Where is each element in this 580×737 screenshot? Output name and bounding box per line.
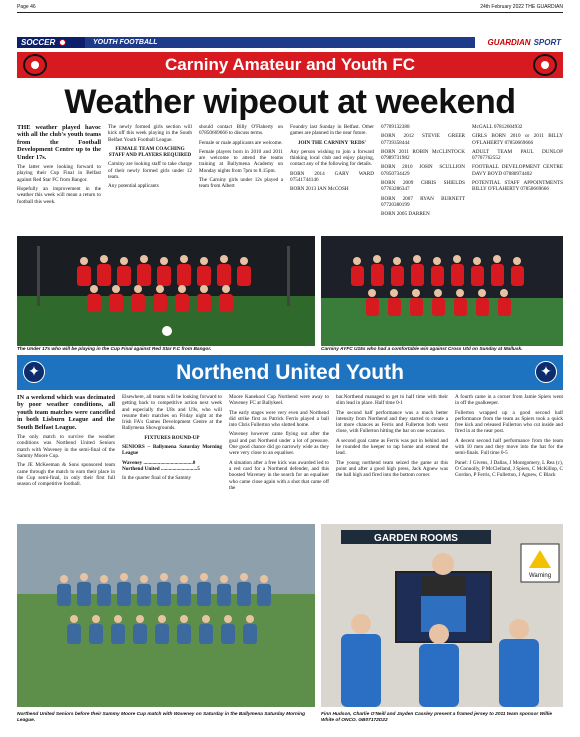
paragraph: Any person wishing to join a forward thinking local club and enjoy playing, contact any of the following for details.: [290, 148, 374, 168]
paragraph: Carniny are looking staff to take charge of their newly formed girls under 12 team.: [108, 161, 192, 181]
subheading: SENIORS – Ballymena Saturday Morning League: [122, 444, 222, 457]
paragraph: The young northend team seized the game at this point and after a good high press, Jack Agnew was the ball high and fired into the bottom corner.: [336, 459, 448, 479]
paragraph: In the quarter final of the Sammy: [122, 475, 192, 482]
contact-line: McGALL 07812604932: [472, 124, 523, 130]
story1-column-3: [199, 124, 283, 234]
score-line: Northend United ............................5: [122, 465, 200, 472]
story1-column-6: [472, 124, 563, 234]
story2-column-5: [455, 394, 563, 514]
paragraph: Female or male applicants are welcome.: [199, 139, 283, 146]
paragraph: Moore Kanekool Cup Northend were away to Waveney FC at Ballykeel.: [229, 394, 329, 407]
subheading: JOIN THE CARNINY 'REDS': [297, 139, 367, 146]
paragraph: The second half performance was a much better intensity from Northend and they started to create a lot more chances as Ferris and Fullerton both went close, with Fullerton hitting the bar on one occasion.: [336, 409, 448, 435]
story1-column-2: [108, 124, 192, 234]
headline: Weather wipeout at weekend: [64, 83, 516, 121]
contact-line: BORN 2009 CHRIS SHIELDS 07763286347: [381, 180, 465, 193]
lead-paragraph: THE weather played havoc with all the club's youth teams from the Football Development Centre up to the Under 17s.: [17, 124, 101, 161]
subheading: FIXTURES ROUND-UP: [144, 434, 200, 441]
paragraph: Hopefully an improvement in the weather this week will mean a return to football this week.: [17, 185, 101, 205]
section-band: [17, 37, 563, 48]
paragraph: Waveney however came flying out after the goal and put Northend under a lot of pressure. One good chance did go narrowly wide as they were very close to an equaliser.: [229, 431, 329, 457]
football-icon: [59, 39, 66, 46]
story1-column-4: [290, 124, 374, 234]
contact-line: BORN 2011 ROBIN McCLINTOCK 07989731982: [381, 148, 465, 162]
photo-caption: Finn Hudson, Charlie O'Neill and Jayden Cassley present a framed jersey to 2011 team sponsor Willie White of ONCO. GB07172D22: [321, 712, 553, 723]
paragraph: BORN 2013 IAN McCOSH: [290, 186, 349, 193]
brand-a: GUARDIAN: [487, 38, 531, 47]
contact-line: POTENTIAL STAFF APPOINTMENTS BILLY O'FLAHERTY 07850669666: [472, 180, 563, 193]
page-number: Page 46: [17, 4, 36, 10]
paragraph: should contact Billy O'Flaherty on 07850669666 to discuss terms.: [199, 124, 283, 137]
paragraph: BORN 2014 GARY WARD 07541744146: [290, 170, 374, 184]
subheading: FEMALE TEAM COACHING STAFF AND PLAYERS REQUIRED: [108, 145, 192, 159]
soccer-label: SOCCER: [21, 38, 56, 47]
guardian-sport-logo: [475, 37, 563, 48]
paragraph: The latter were looking forward to playing their Cup Final in Belfast against Red Star FC from Bangor.: [17, 164, 101, 183]
northend-crest-icon: ✦: [23, 361, 45, 383]
photo-northend-seniors: [17, 524, 315, 707]
paragraph: Any potential applicants: [108, 183, 159, 190]
club-banner: [17, 52, 563, 78]
contact-line: BORN 2012 STEVIE GREER 07739358444: [381, 133, 465, 146]
score-line: Waveney ......................................0: [122, 459, 196, 466]
story2-column-2: [122, 394, 222, 514]
dateline: 24th February 2022 THE GUARDIAN: [480, 4, 563, 10]
contact-line: ADULT TEAM PAUL DUNLOP 07707762552: [472, 148, 563, 162]
northend-banner: [17, 355, 563, 390]
paragraph: A decent second half performance from the team with 10 men and they move into the hat for the semi-finals. Full time 0-5: [455, 437, 563, 457]
northend-crest-icon: ✦: [535, 361, 557, 383]
contact-line: BORN 2005 DARREN: [381, 211, 430, 218]
club-banner-title: Carniny Amateur and Youth FC: [165, 55, 415, 74]
story2-column-3: [229, 394, 329, 514]
youth-football-tag: YOUTH FOOTBALL: [85, 37, 475, 48]
contact-line: 07709132388: [381, 124, 410, 130]
photo-under-17s: [17, 236, 315, 346]
paragraph: Elsewhere, all teams will be looking forward to getting back to competitive action next week and especially the U8s and U9s, who will resume their matches on Friday night at the Irish FA's Games Development Centre at the Ballymena Showgrounds.: [122, 394, 222, 432]
paragraph: The newly formed girls section will kick off this week playing in the South Belfast Youth Football League.: [108, 124, 192, 143]
paragraph: Female players born in 2010 and 2011 are welcome to attend the teams training at Ballymena Academy on Monday nights from 7pm to 8.15pm.: [199, 148, 283, 174]
paragraph: The only match to survive the weather conditions was Northend United Seniors match with Waveney in the semi-final of the Sammy Moore Cup.: [17, 434, 115, 459]
paragraph: The early stages were very even and Northend did strike first as Patrick Ferris played a ball into Chris Fullerton who slotted home.: [229, 409, 329, 429]
contact-line: GIRLS BORN 2010 or 2011 BILLY O'FLAHERTY 07850669666: [472, 133, 563, 146]
paragraph: Panel: J Givens, J Dallas, J Montgomery, L Rea (c), O Connolly, P McClelland, J Spiers, C McKillop, C Gordon, P Ferris, C Fullerton, J Agnew, C Black: [455, 459, 563, 479]
paragraph: Foundry last Sunday in Belfast. Other games are planned in the near future.: [290, 124, 374, 137]
photo-u15s: [321, 236, 563, 346]
paragraph: A fourth came in a corner from Jamie Spiers went in off the goalkeeper.: [455, 394, 563, 407]
paragraph: The Carniny girls under 12s played a team from Albert: [199, 177, 283, 190]
northend-banner-title: Northend United Youth: [176, 361, 404, 384]
contact-line: FOOTBALL DEVELOPMENT CENTRE DAVY BOYD 07880974402: [472, 164, 563, 177]
paragraph: The JE McKeeman & Sons sponsored team came through the match to earn their place in the Cup semi-final, in only their first full season of competitive football.: [17, 462, 115, 488]
photo-caption: Carniny AYFC U15s who had a comfortable win against Cross Utd on Sunday at Mallusk.: [321, 347, 523, 352]
soccer-tag: [17, 37, 85, 48]
paragraph: Fullerton wrapped up a good second half performance from the team as Spiers took a quick free kick and released Fullerton who cut inside and fired in at the near post.: [455, 409, 563, 435]
contact-line: BORN 2010 JOHN SCULLION 07850734429: [381, 164, 465, 177]
paragraph: A situation after a free kick was awarded led to a red card for a Northend defender, and this boosted Waveney in the search for an equaliser who came close again with a shot that came off the: [229, 459, 329, 491]
brand-b: SPORT: [533, 38, 561, 47]
club-crest-icon: [533, 54, 557, 76]
photo-caption: The Under 17s who will be playing in the Cup Final against Red Star F.C from Bangor.: [17, 347, 212, 352]
contact-line: BORN 2007 RYAN BURNETT 07720380199: [381, 195, 465, 208]
story2-column-1: [17, 394, 115, 514]
story1-column-5: [381, 124, 465, 234]
photo-caption: Northend United Seniors before their Sammy Moore Cup match with Waveney on Saturday in the Ballymena Saturday Morning League.: [17, 712, 306, 723]
story1-column-1: [17, 124, 101, 234]
lead-paragraph: IN a weekend which was decimated by poor weather conditions, all youth team matches were cancelled in both Lisburn League and the South Belfast League.: [17, 394, 115, 431]
paragraph: A second goal came as Ferris was put in behind and he rounded the keeper to tap home and extend the lead.: [336, 437, 448, 457]
photo-jersey-presentation: [321, 524, 563, 707]
garden-rooms-sign: GARDEN ROOMS: [374, 533, 458, 544]
warning-sign: Warning: [528, 573, 552, 579]
top-rule: [17, 12, 563, 13]
paragraph: bar.Northend managed to get to half time with their slim lead in place. Half time 0-1: [336, 394, 448, 407]
story2-column-4: [336, 394, 448, 514]
